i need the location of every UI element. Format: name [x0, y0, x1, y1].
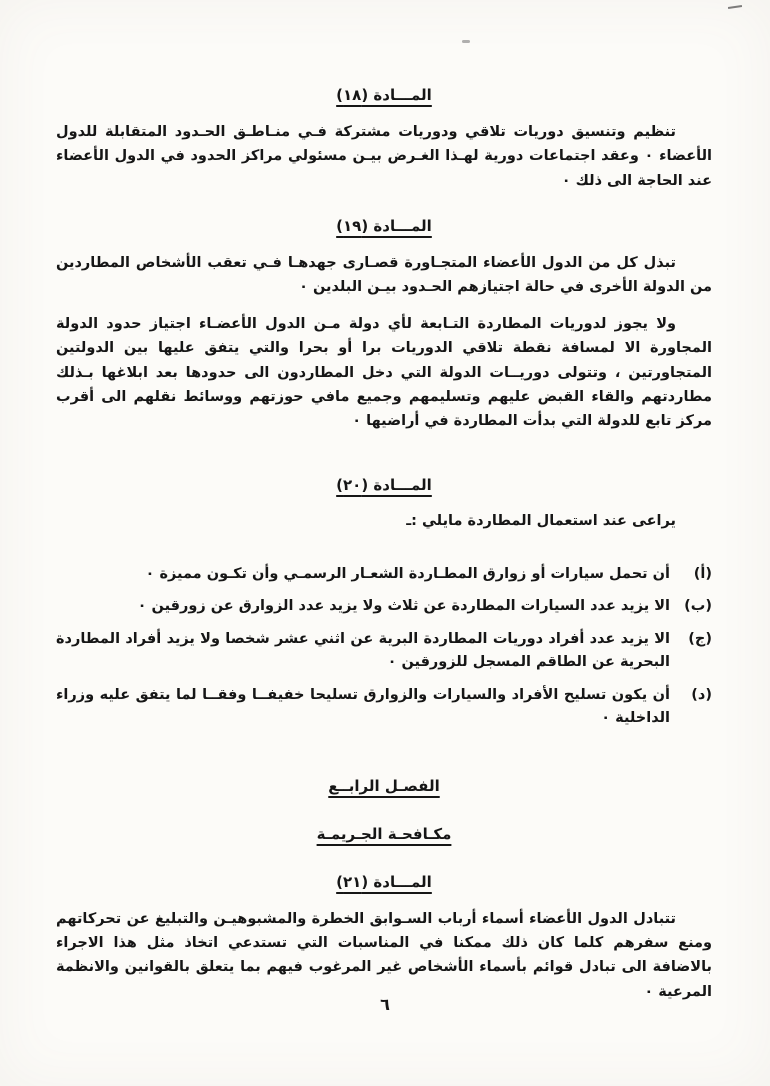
list-item — [56, 563, 712, 586]
article-19-heading: المـــادة (١٩) — [336, 217, 432, 236]
article-20-list — [56, 563, 712, 731]
article-19-paragraph-1: تبذل كل من الدول الأعضاء المتجـاورة قصـارى جهدهـا فـي تعقب الأشخاص المطاردين من الدولة الأخرى في حالة اجتيازهم الحـدود بيـن البلدين ٠ — [56, 255, 712, 296]
list-item-text: أن تحمل سيارات أو زوارق المطـاردة الشعـار الرسمـي وأن تكـون مميزة ٠ — [145, 565, 670, 582]
list-item — [56, 684, 712, 731]
list-item-text: أن يكون تسليح الأفراد والسيارات والزوارق تسليحا خفيفــا وفقــا لما يتفق عليه وزراء الداخلية ٠ — [56, 686, 670, 727]
list-item-marker: (ب) — [684, 598, 712, 615]
article-19-paragraph-2: ولا يجوز لدوريات المطاردة التـابعة لأي دولة مـن الدول الأعضـاء اجتياز حدود الدولة المجاورة الا لمسافة نقطة تلاقي الدوريات برا أو بحرا والتي يتفق عليها بين الدولتين المتجاورتين ، وتتولى دوريــات الدولة التي دخل المطاردون الى حدودها بعد ابلاغها بـذلك مطاردتهم والقاء القبض عليهم وتسليمهم وجميع مافي حوزتهم ووسائط نقلهم الى أقرب مركز تابع للدولة التي بدأت المطاردة في أراضيها ٠ — [56, 315, 712, 430]
page-number: ٦ — [380, 995, 390, 1014]
scan-artifact — [728, 5, 742, 9]
list-item — [56, 595, 712, 618]
list-item-text: الا يزيد عدد أفراد دوريات المطاردة البرية عن اثني عشر شخصا ولا يزيد أفراد المطاردة البحرية عن الطاقم المسجل للزورقين ٠ — [56, 630, 670, 671]
article-21-paragraph: تتبادل الدول الأعضاء أسماء أرباب السـوابق الخطرة والمشبوهيـن والتبليغ عن تحركاتهم ومنع سفرهم كلما كان ذلك ممكنا في المناسبات التي تستدعي اتخاذ مثل هذا الاجراء بالاضافة الى تبادل قوائم بأسماء الأشخاص غير المرغوب فيهم بما يتعلق بالقوانين والانظمة المرعية ٠ — [56, 910, 712, 1000]
list-item-marker: (ج) — [688, 630, 712, 647]
list-item-text: الا يزيد عدد السيارات المطاردة عن ثلاث ولا يزيد عدد الزوارق عن زورقين ٠ — [137, 598, 670, 615]
scan-artifact — [462, 40, 470, 43]
list-item — [56, 628, 712, 675]
article-18-heading: المـــادة (١٨) — [336, 86, 432, 104]
article-18-paragraph: تنظيم وتنسيق دوريات تلاقي ودوريات مشتركة فـي منـاطـق الحـدود المتقابلة للدول الأعضاء ٠ وعقد اجتماعات دورية لهـذا الغـرض بيـن مسئولي مراكز الحدود في الدول الأعضاء عند الحاجة الى ذلك ٠ — [56, 124, 712, 189]
article-20-intro: يراعى عند استعمال المطاردة مايلي :ـ — [406, 512, 676, 529]
article-20-heading: المـــادة (٢٠) — [336, 475, 432, 494]
list-item-marker: (أ) — [693, 565, 712, 582]
chapter-4-subtitle: مكـافحـة الجـريمـة — [316, 824, 452, 843]
list-item-marker: (د) — [691, 686, 712, 703]
article-21-heading: المـــادة (٢١) — [336, 872, 432, 891]
chapter-4-title: الفصـل الرابــع — [328, 776, 440, 795]
